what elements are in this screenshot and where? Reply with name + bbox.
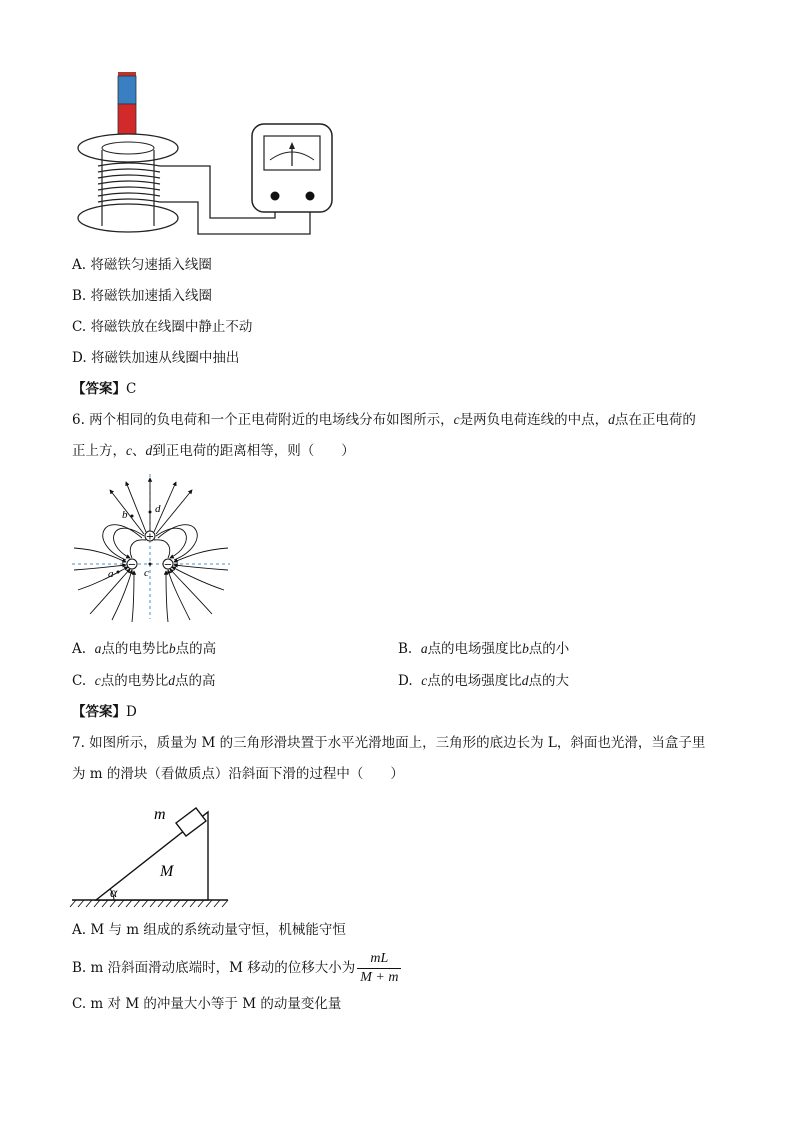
point-d	[149, 511, 152, 514]
svg-text:a: a	[108, 568, 114, 580]
q6-answer: 【答案】D	[72, 704, 137, 720]
q5-option-d: D. 将磁铁加速从线圈中抽出	[72, 350, 240, 366]
q5-option-c: C. 将磁铁放在线圈中静止不动	[72, 319, 253, 335]
svg-text:+: +	[145, 531, 155, 543]
q6-option-a: A. a点的电势比b点的高	[72, 641, 217, 657]
q5-option-b: B. 将磁铁加速插入线圈	[72, 288, 213, 304]
svg-text:M: M	[160, 863, 174, 880]
point-c	[149, 563, 152, 566]
point-b	[131, 515, 134, 518]
svg-text:−: −	[163, 559, 173, 571]
magnet-coil-galvanometer-figure	[70, 68, 340, 243]
q5-option-a: A. 将磁铁匀速插入线圈	[72, 257, 212, 273]
incline-figure	[70, 796, 240, 911]
terminal-right	[306, 192, 315, 201]
q7-option-b: B. m 沿斜面滑动底端时，M 移动的位移大小为 $\frac{mL}{M + m}$	[72, 950, 401, 987]
svg-text:α: α	[110, 886, 118, 901]
q7-option-a: A. M 与 m 组成的系统动量守恒，机械能守恒	[72, 922, 346, 938]
magnet-south	[118, 104, 136, 134]
q5-answer: 【答案】C	[72, 381, 137, 397]
q6-option-c: C. c点的电势比d点的高	[72, 673, 216, 689]
q6-stem-line1: 6. 两个相同的负电荷和一个正电荷附近的电场线分布如图所示，c是两负电荷连线的中点，d点在正电荷的	[72, 412, 696, 428]
fraction-mL-over-M-plus-m: $\frac{mL}{M + m}$	[357, 950, 401, 987]
q7-option-c: C. m 对 M 的冲量大小等于 M 的动量变化量	[72, 996, 342, 1012]
svg-text:b: b	[122, 509, 128, 521]
svg-text:−: −	[127, 559, 137, 571]
svg-text:c: c	[144, 567, 149, 579]
q6-stem-line2: 正上方，c、d到正电荷的距离相等，则（ ）	[72, 443, 355, 459]
terminal-left	[271, 192, 280, 201]
svg-text:m: m	[154, 806, 166, 823]
q6-option-d: D. c点的电场强度比d点的大	[398, 673, 569, 689]
magnet-north	[118, 76, 136, 104]
svg-text:d: d	[155, 503, 161, 515]
point-a	[117, 571, 120, 574]
q7-stem-line2: 为 m 的滑块（看做质点）沿斜面下滑的过程中（ ）	[72, 766, 404, 782]
q6-option-b: B. a点的电场强度比b点的小	[398, 641, 570, 657]
electric-field-figure	[72, 474, 232, 624]
q7-stem-line1: 7. 如图所示，质量为 M 的三角形滑块置于水平光滑地面上，三角形的底边长为 L，斜面也光滑，当盒子里	[72, 735, 706, 751]
